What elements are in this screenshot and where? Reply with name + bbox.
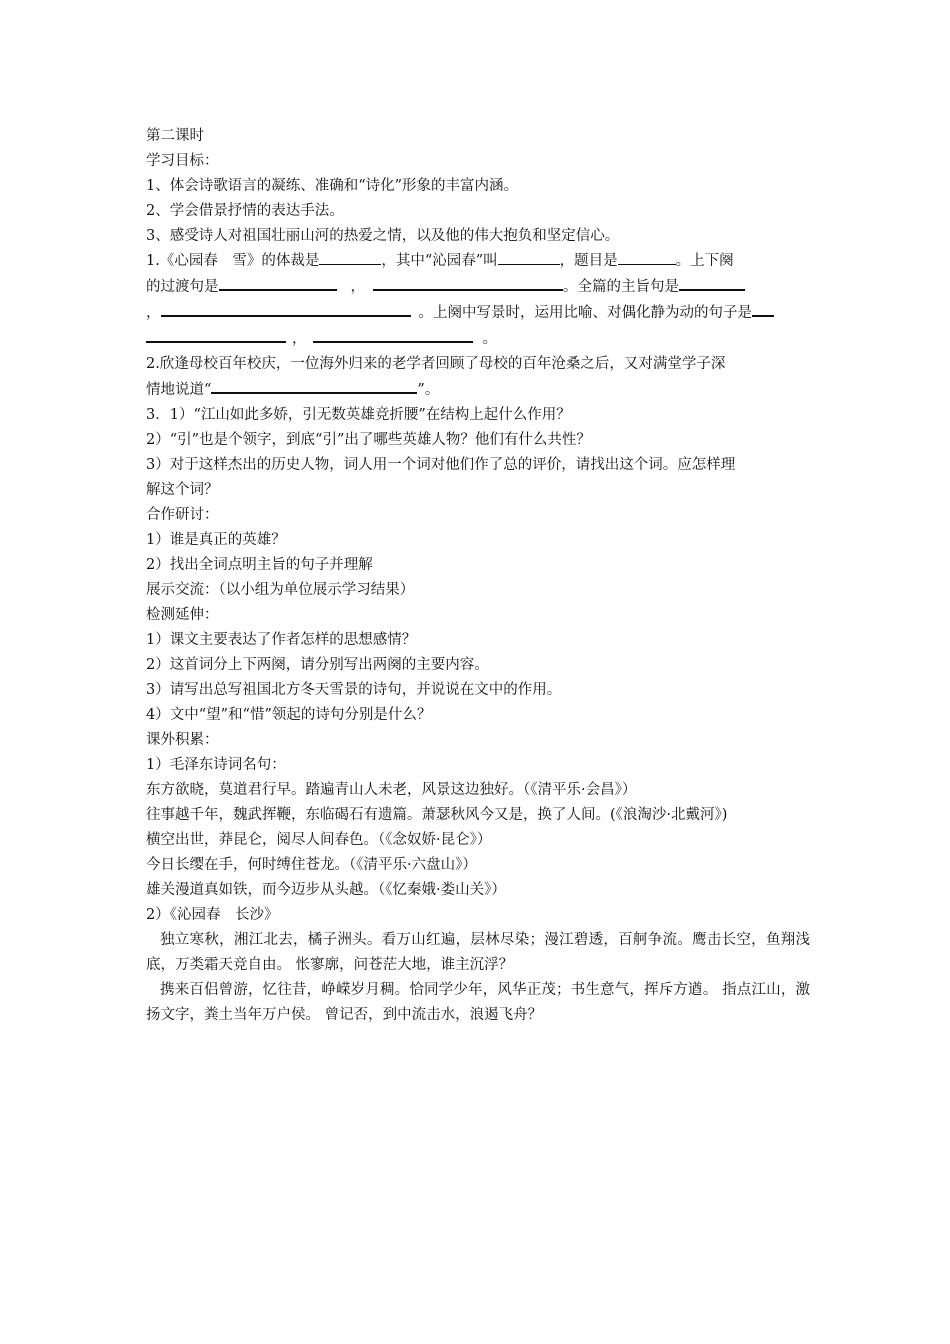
question-1-line-3 (146, 300, 810, 326)
lesson-title: 第二课时 (146, 128, 204, 144)
question-3-line: 3．1）“江山如此多娇，引无数英雄竞折腰”在结构上起什么作用？ (146, 407, 571, 423)
answer-blank (752, 300, 774, 317)
goals-heading: 学习目标： (146, 153, 219, 169)
question-3-line: 解这个词？ (146, 482, 219, 498)
answer-blank (679, 274, 745, 291)
q1-text: ，题目是 (559, 253, 618, 269)
q1-text: 的过渡句是 (146, 279, 219, 295)
answer-blank (146, 326, 286, 343)
poem-stanza: 独立寒秋，湘江北去，橘子洲头。看万山红遍，层林尽染；漫江碧透，百舸争流。鹰击长空，鱼翔浅底，万类霜天竞自由。 怅寥廓，问苍茫大地，谁主沉浮？ (146, 932, 810, 973)
q1-text: 。上阕中写景时，运用比喻、对偶化静为动的句子是 (418, 305, 752, 321)
test-heading: 检测延伸： (146, 607, 219, 623)
test-item: 1）课文主要表达了作者怎样的思想感情？ (146, 632, 417, 648)
extra-heading: 课外积累： (146, 732, 219, 748)
q1-text: ， (350, 279, 365, 295)
q1-text: 。上下阕 (675, 253, 734, 269)
question-1-line-1 (146, 249, 810, 274)
q1-text: ， (292, 331, 307, 347)
extra-subheading: 1）毛泽东诗词名句： (146, 757, 286, 773)
answer-blank (161, 300, 411, 317)
quote-line: 今日长缨在手，何时缚住苍龙。（《清平乐·六盘山》） (146, 857, 477, 873)
question-3-line: 2）“引”也是个领字，到底“引”出了哪些英雄人物？他们有什么共性？ (146, 432, 591, 448)
quote-line: 东方欲晓，莫道君行早。踏遍青山人未老，风景这边独好。（《清平乐·会昌》） (146, 782, 637, 798)
cooperate-item: 2）找出全词点明主旨的句子并理解 (146, 557, 373, 573)
test-item: 4）文中“望”和“惜”领起的诗句分别是什么？ (146, 707, 432, 723)
q1-text: ，其中“沁园春”叫 (381, 253, 498, 269)
answer-blank (313, 326, 473, 343)
answer-blank (498, 249, 560, 265)
test-item: 3）请写出总写祖国北方冬天雪景的诗句，并说说在文中的作用。 (146, 682, 562, 698)
quote-line: 雄关漫道真如铁，而今迈步从头越。（《忆秦娥·娄山关》） (146, 882, 506, 898)
q1-text: ， (146, 305, 161, 321)
quote-line: 往事越千年，魏武挥鞭，东临碣石有遗篇。萧瑟秋风今又是，换了人间。(《浪淘沙·北戴河》) (146, 807, 728, 823)
goal-item: 3、感受诗人对祖国壮丽山河的热爱之情，以及他的伟大抱负和坚定信心。 (146, 228, 620, 244)
goal-item: 2、学会借景抒情的表达手法。 (146, 203, 344, 219)
q2-text: ”。 (417, 382, 440, 398)
goal-item: 1、体会诗歌语言的凝练、准确和“诗化”形象的丰富内涵。 (146, 178, 519, 194)
question-1-line-2 (146, 274, 810, 300)
question-2-line-1: 2.欣逢母校百年校庆，一位海外归来的老学者回顾了母校的百年沧桑之后，又对满堂学子深 (146, 356, 726, 372)
q1-text: 。全篇的主旨句是 (563, 279, 679, 295)
document-body (146, 124, 810, 1028)
answer-blank (211, 377, 417, 394)
quote-line: 横空出世，莽昆仑，阅尽人间春色。（《念奴娇·昆仑》） (146, 832, 492, 848)
q1-text: 1.《心园春 雪》的体裁是 (146, 253, 320, 269)
extra-subheading: 2）《沁园春 长沙》 (146, 907, 279, 923)
answer-blank (319, 249, 381, 265)
question-2-line-2 (146, 377, 810, 403)
test-item: 2）这首词分上下两阕，请分别写出两阕的主要内容。 (146, 657, 489, 673)
cooperate-item: 1）谁是真正的英雄？ (146, 532, 286, 548)
question-3-line: 3）对于这样杰出的历史人物，词人用一个词对他们作了总的评价，请找出这个词。应怎样理 (146, 457, 736, 473)
answer-blank (618, 249, 676, 265)
question-1-line-4 (146, 326, 810, 352)
cooperate-heading: 合作研讨： (146, 507, 219, 523)
answer-blank (373, 274, 563, 291)
q2-text: 情地说道“ (146, 382, 212, 398)
poem-stanza: 携来百侣曾游，忆往昔，峥嵘岁月稠。恰同学少年，风华正茂；书生意气，挥斥方遒。 指点江山，激扬文字，粪土当年万户侯。 曾记否，到中流击水，浪遏飞舟？ (146, 982, 810, 1023)
answer-blank (219, 274, 337, 291)
q1-text: 。 (482, 331, 497, 347)
show-heading: 展示交流：（以小组为单位展示学习结果） (146, 582, 415, 598)
